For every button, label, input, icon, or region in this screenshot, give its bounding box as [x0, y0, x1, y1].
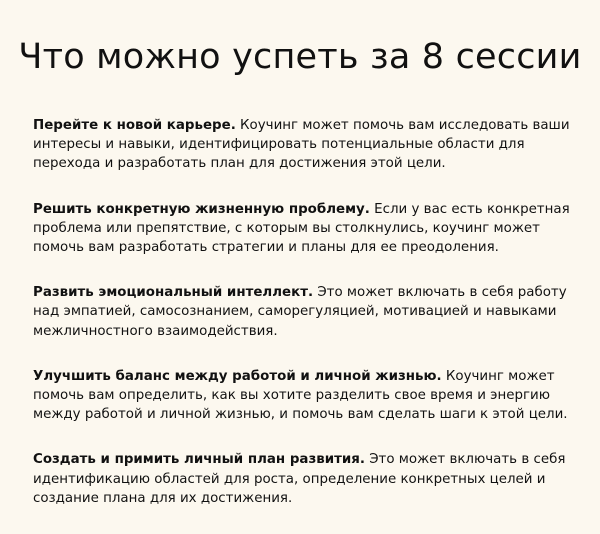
- list-item: [33, 116, 571, 174]
- list-item: [33, 283, 571, 341]
- item-text: Коучинг может помочь вам определить, как вы хотите разделить свое время и энергию между работой и личной жизнью, и помочь вам сделать шаги к этой цели.: [33, 368, 568, 423]
- item-text: Это может включать в себя работу над эмпатией, самосознанием, саморегуляцией, мотивацией и навыками межличностного взаимодействия.: [33, 285, 567, 339]
- item-lead: Развить эмоциональный интеллект.: [33, 285, 314, 301]
- list-item: [33, 200, 571, 258]
- item-text: Коучинг может помочь вам исследовать ваши интересы и навыки, идентифицировать потенциальные области для перехода и разработать план для достижения этой цели.: [33, 118, 570, 172]
- item-text: Это может включать в себя идентификацию областей для роста, определение конкретных целей и создание плана для их достижения.: [33, 452, 566, 506]
- item-text: Если у вас есть конкретная проблема или препятствие, с которым вы столкнулись, коучинг может помочь вам разработать стратегии и планы для ее преодоления.: [33, 201, 570, 256]
- item-lead: Создать и примить личный план развития.: [33, 452, 365, 468]
- benefits-list: [33, 116, 571, 534]
- list-item: [33, 367, 571, 425]
- item-lead: Решить конкретную жизненную проблему.: [33, 201, 370, 217]
- item-lead: Улучшить баланс между работой и личной жизнью.: [33, 368, 442, 384]
- list-item: [33, 450, 571, 508]
- item-lead: Перейте к новой карьере.: [33, 118, 236, 133]
- page-title: Что можно успеть за 8 сессии: [18, 37, 582, 77]
